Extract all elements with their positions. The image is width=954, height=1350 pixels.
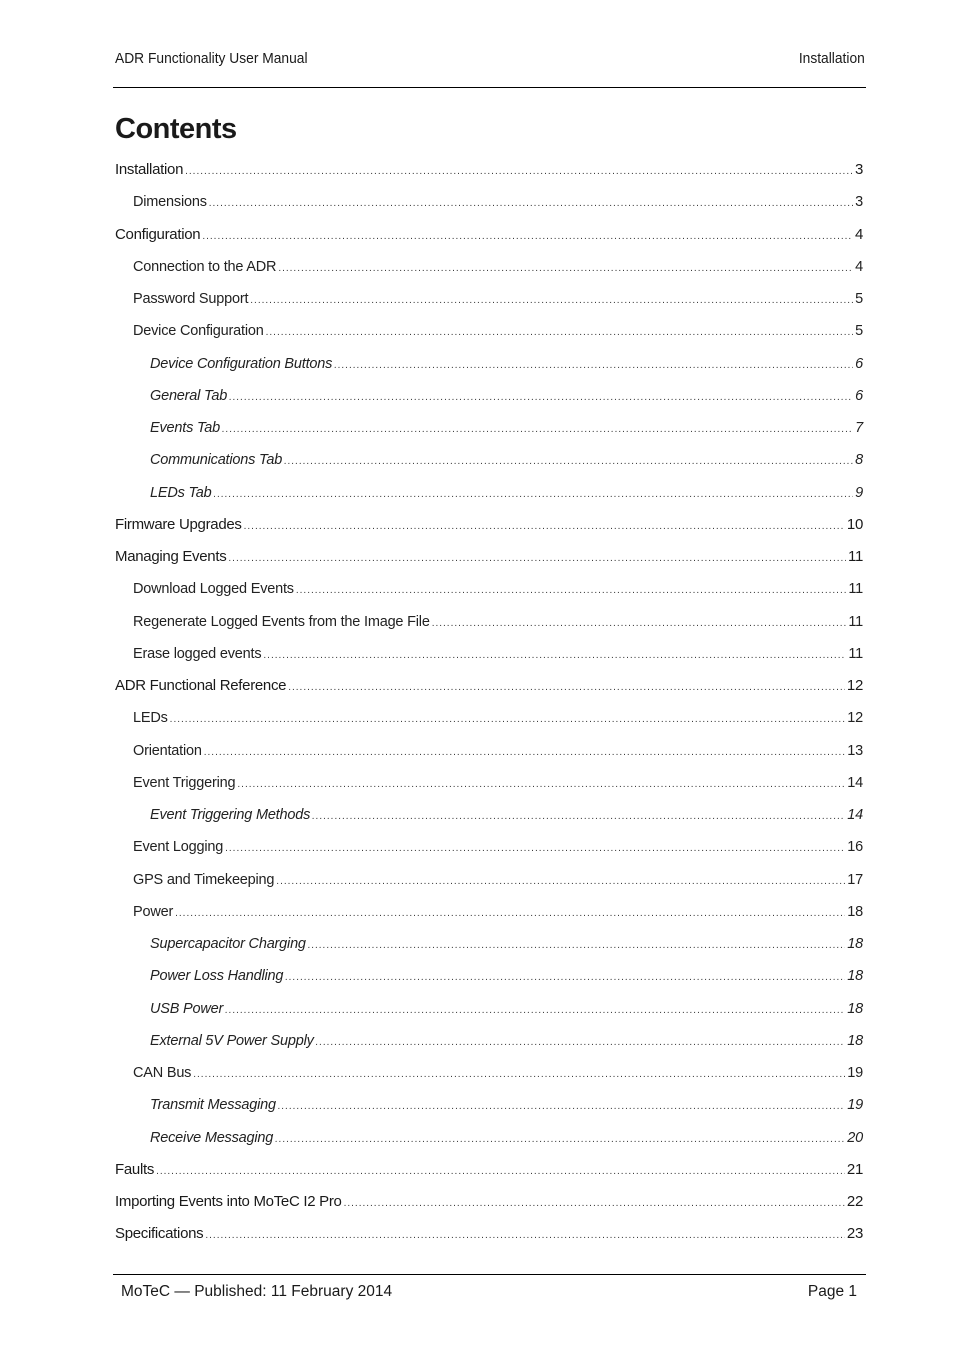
toc-entry[interactable] bbox=[150, 1127, 863, 1149]
toc-entry-title: General Tab bbox=[150, 387, 228, 404]
toc-page-number: 7 bbox=[855, 420, 863, 436]
toc-entry-title: Password Support bbox=[133, 291, 249, 307]
toc-entry-title: Installation bbox=[115, 161, 184, 178]
toc-entry[interactable] bbox=[133, 191, 863, 213]
toc-entry[interactable] bbox=[115, 224, 863, 246]
toc-entry-title: Event Triggering bbox=[133, 774, 236, 791]
page-title: Contents bbox=[115, 113, 237, 145]
toc-page-number: 6 bbox=[855, 387, 863, 404]
toc-entry[interactable] bbox=[133, 288, 863, 310]
toc-dot-leader bbox=[278, 258, 853, 280]
toc-entry[interactable] bbox=[150, 965, 863, 987]
toc-entry[interactable] bbox=[115, 675, 863, 697]
page-header bbox=[115, 50, 865, 67]
toc-dot-leader bbox=[244, 516, 845, 538]
toc-entry-title: External 5V Power Supply bbox=[150, 1032, 314, 1049]
toc-entry-title: Transmit Messaging bbox=[150, 1097, 276, 1114]
toc-entry[interactable] bbox=[150, 449, 863, 471]
toc-entry[interactable] bbox=[133, 901, 863, 923]
toc-entry-title: Connection to the ADR bbox=[133, 258, 277, 275]
toc-entry[interactable] bbox=[133, 707, 863, 729]
toc-page-number: 11 bbox=[848, 613, 863, 630]
toc-dot-leader bbox=[156, 1161, 845, 1183]
footer-divider bbox=[113, 1274, 866, 1275]
toc-entry-title: Event Logging bbox=[133, 839, 224, 856]
toc-dot-leader bbox=[308, 935, 845, 957]
toc-entry-title: Download Logged Events bbox=[133, 581, 294, 598]
toc-dot-leader bbox=[312, 806, 845, 828]
toc-dot-leader bbox=[288, 677, 845, 699]
toc-page-number: 10 bbox=[846, 515, 863, 533]
toc-entry[interactable] bbox=[115, 159, 863, 181]
toc-page-number: 11 bbox=[848, 581, 863, 598]
toc-entry[interactable] bbox=[133, 772, 863, 794]
toc-entry-title: CAN Bus bbox=[133, 1065, 192, 1081]
toc-dot-leader bbox=[344, 1193, 845, 1215]
toc-entry[interactable] bbox=[133, 578, 863, 600]
toc-page-number: 4 bbox=[855, 258, 863, 275]
toc-dot-leader bbox=[193, 1064, 845, 1086]
toc-page-number: 12 bbox=[847, 710, 863, 727]
toc-entry-title: Dimensions bbox=[133, 194, 207, 211]
toc-dot-leader bbox=[205, 1225, 845, 1247]
toc-page-number: 18 bbox=[847, 1000, 863, 1017]
toc-entry-title: LEDs Tab bbox=[150, 484, 212, 501]
toc-dot-leader bbox=[214, 484, 854, 506]
toc-entry-title: Events Tab bbox=[150, 420, 221, 436]
toc-page-number: 18 bbox=[847, 968, 863, 985]
toc-dot-leader bbox=[284, 451, 853, 473]
toc-entry[interactable] bbox=[115, 514, 863, 536]
toc-dot-leader bbox=[316, 1032, 846, 1054]
toc-page-number: 16 bbox=[847, 839, 863, 856]
toc-dot-leader bbox=[275, 1129, 845, 1151]
toc-page-number: 12 bbox=[846, 677, 863, 694]
toc-page-number: 11 bbox=[848, 645, 863, 662]
toc-entry[interactable] bbox=[133, 1062, 863, 1084]
toc-entry-title: Communications Tab bbox=[150, 452, 283, 469]
toc-entry[interactable] bbox=[133, 643, 863, 665]
toc-page-number: 5 bbox=[855, 323, 863, 340]
toc-dot-leader bbox=[285, 967, 845, 989]
header-document-title: ADR Functionality User Manual bbox=[115, 50, 308, 67]
toc-entry[interactable] bbox=[150, 998, 863, 1020]
toc-entry[interactable] bbox=[133, 740, 863, 762]
toc-entry[interactable] bbox=[150, 933, 863, 955]
toc-page-number: 19 bbox=[847, 1065, 863, 1081]
toc-entry[interactable] bbox=[150, 353, 863, 375]
toc-page-number: 14 bbox=[847, 807, 863, 823]
toc-dot-leader bbox=[202, 226, 853, 248]
toc-entry[interactable] bbox=[115, 1159, 863, 1181]
toc-page-number: 13 bbox=[847, 742, 863, 759]
toc-entry-title: Orientation bbox=[133, 742, 202, 759]
toc-entry-title: Faults bbox=[115, 1160, 155, 1178]
toc-dot-leader bbox=[276, 871, 845, 893]
toc-entry[interactable] bbox=[115, 1223, 863, 1245]
toc-entry[interactable] bbox=[133, 836, 863, 858]
toc-page-number: 21 bbox=[846, 1160, 863, 1178]
toc-entry[interactable] bbox=[150, 1030, 863, 1052]
toc-entry[interactable] bbox=[150, 385, 863, 407]
toc-dot-leader bbox=[225, 1000, 845, 1022]
toc-entry-title: Importing Events into MoTeC I2 Pro bbox=[115, 1193, 342, 1210]
toc-entry-title: ADR Functional Reference bbox=[115, 677, 287, 694]
toc-dot-leader bbox=[250, 290, 853, 312]
toc-entry[interactable] bbox=[115, 1191, 863, 1213]
toc-page-number: 11 bbox=[848, 548, 863, 565]
toc-entry-title: Event Triggering Methods bbox=[150, 807, 311, 823]
toc-dot-leader bbox=[296, 580, 846, 602]
toc-entry-title: Configuration bbox=[115, 225, 201, 243]
toc-dot-leader bbox=[185, 161, 853, 183]
toc-dot-leader bbox=[228, 548, 846, 570]
toc-page-number: 4 bbox=[854, 225, 863, 243]
toc-entry-title: Regenerate Logged Events from the Image File bbox=[133, 613, 430, 630]
page-footer bbox=[121, 1283, 857, 1301]
toc-entry-title: LEDs bbox=[133, 710, 168, 727]
toc-entry[interactable] bbox=[150, 804, 863, 826]
toc-page-number: 20 bbox=[847, 1129, 863, 1146]
toc-dot-leader bbox=[278, 1096, 845, 1118]
footer-publication-info: MoTeC — Published: 11 February 2014 bbox=[121, 1283, 393, 1300]
toc-dot-leader bbox=[175, 903, 845, 925]
toc-page-number: 5 bbox=[855, 291, 863, 307]
toc-entry-title: Supercapacitor Charging bbox=[150, 936, 306, 952]
toc-entry-title: GPS and Timekeeping bbox=[133, 871, 275, 888]
toc-page-number: 3 bbox=[855, 194, 863, 211]
header-divider bbox=[113, 87, 866, 88]
toc-page-number: 9 bbox=[855, 484, 863, 501]
toc-page-number: 18 bbox=[847, 1032, 863, 1049]
toc-dot-leader bbox=[266, 322, 854, 344]
toc-entry[interactable] bbox=[133, 256, 863, 278]
toc-page-number: 6 bbox=[855, 355, 863, 372]
toc-page-number: 17 bbox=[847, 871, 863, 888]
toc-entry-title: Device Configuration bbox=[133, 323, 264, 340]
toc-entry[interactable] bbox=[133, 611, 863, 633]
toc-dot-leader bbox=[334, 355, 853, 377]
header-section-name: Installation bbox=[798, 50, 865, 67]
toc-page-number: 3 bbox=[854, 161, 863, 178]
toc-page-number: 18 bbox=[847, 903, 863, 920]
toc-entry-title: Managing Events bbox=[115, 548, 227, 565]
toc-entry-title: Specifications bbox=[115, 1225, 204, 1243]
toc-entry-title: USB Power bbox=[150, 1000, 224, 1017]
toc-entry-title: Power bbox=[133, 903, 174, 920]
toc-dot-leader bbox=[204, 742, 846, 764]
toc-entry-title: Erase logged events bbox=[133, 645, 262, 662]
toc-entry[interactable] bbox=[133, 869, 863, 891]
toc-entry-title: Device Configuration Buttons bbox=[150, 355, 333, 372]
toc-dot-leader bbox=[170, 709, 846, 731]
toc-dot-leader bbox=[225, 838, 845, 860]
toc-dot-leader bbox=[209, 193, 853, 215]
toc-page-number: 19 bbox=[847, 1097, 863, 1114]
toc-entry[interactable] bbox=[150, 1094, 863, 1116]
toc-dot-leader bbox=[432, 613, 847, 635]
toc-dot-leader bbox=[237, 774, 845, 796]
toc-page-number: 23 bbox=[846, 1225, 863, 1243]
toc-page-number: 14 bbox=[847, 774, 863, 791]
toc-entry[interactable] bbox=[150, 482, 863, 504]
toc-page-number: 8 bbox=[855, 452, 863, 469]
toc-entry[interactable] bbox=[150, 417, 863, 439]
toc-entry[interactable] bbox=[115, 546, 863, 568]
toc-entry-title: Firmware Upgrades bbox=[115, 515, 242, 533]
toc-page-number: 18 bbox=[847, 936, 863, 952]
toc-dot-leader bbox=[229, 387, 853, 409]
toc-dot-leader bbox=[222, 419, 853, 441]
toc-dot-leader bbox=[263, 645, 846, 667]
toc-page-number: 22 bbox=[846, 1193, 863, 1210]
toc-entry[interactable] bbox=[133, 320, 863, 342]
toc-entry-title: Power Loss Handling bbox=[150, 968, 284, 985]
footer-page-number: Page 1 bbox=[807, 1283, 857, 1300]
toc-entry-title: Receive Messaging bbox=[150, 1129, 274, 1146]
